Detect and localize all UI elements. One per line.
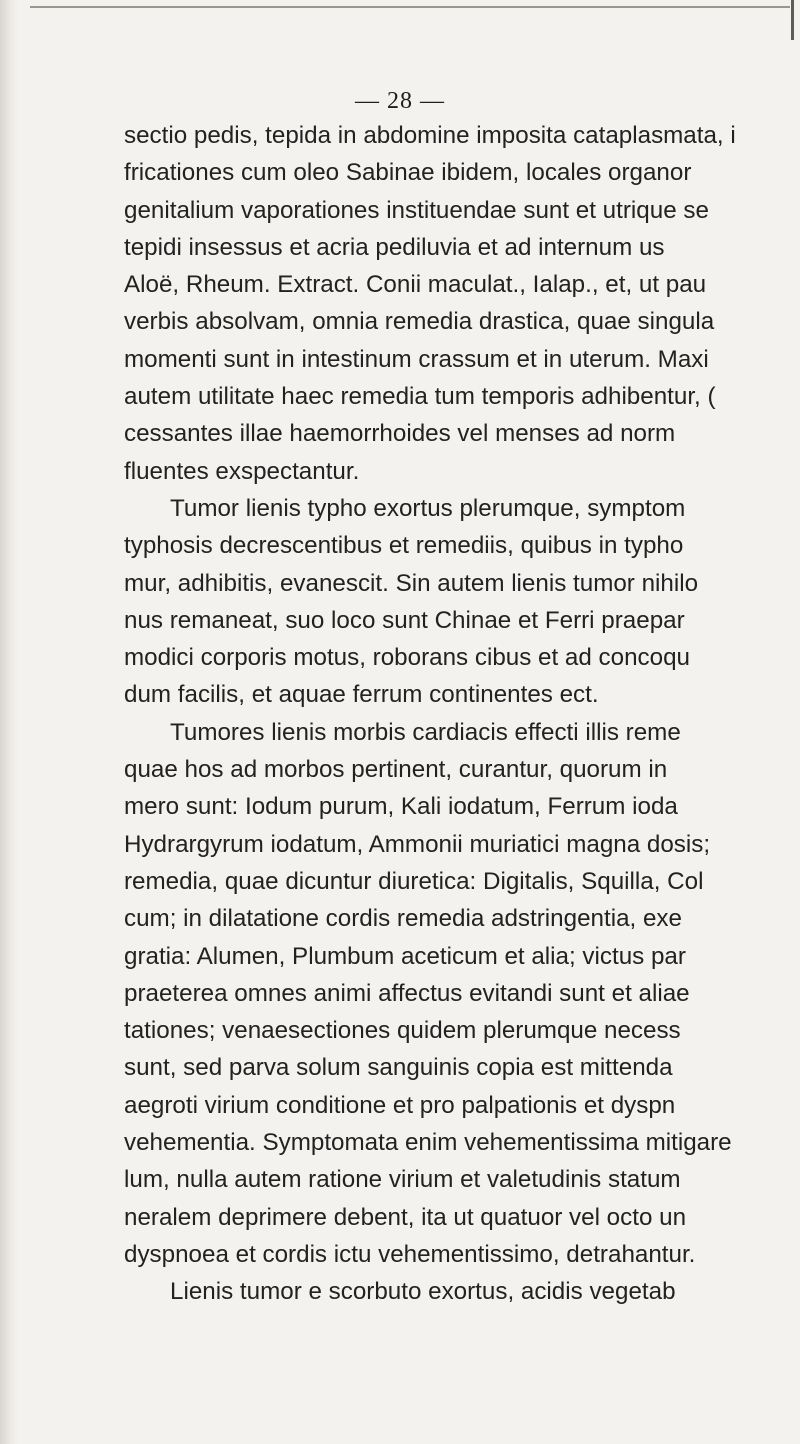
text-line: aegroti virium conditione et pro palpationis et dyspn — [124, 1091, 676, 1119]
page-number: — 28 — — [355, 88, 445, 114]
text-line: praeterea omnes animi affectus evitandi sunt et aliae — [124, 979, 690, 1007]
text-line: momenti sunt in intestinum crassum et in uterum. Maxi — [124, 345, 709, 373]
text-line: cum; in dilatatione cordis remedia adstringentia, exe — [124, 905, 682, 933]
text-line: autem utilitate haec remedia tum temporis adhibentur, ( — [124, 383, 716, 411]
page-top-edge — [30, 6, 790, 8]
text-line: typhosis decrescentibus et remediis, quibus in typho — [124, 532, 684, 560]
text-line: Tumor lienis typho exortus plerumque, symptom — [170, 494, 686, 522]
text-line: neralem deprimere debent, ita ut quatuor vel octo un — [124, 1203, 687, 1231]
text-line: modici corporis motus, roborans cibus et ad concoqu — [124, 644, 690, 672]
text-line: cessantes illae haemorrhoides vel menses ad norm — [124, 420, 676, 448]
text-line: tationes; venaesectiones quidem plerumque necess — [124, 1017, 681, 1045]
text-line: Aloë, Rheum. Extract. Conii maculat., Ialap., et, ut pau — [124, 271, 707, 299]
text-line: Tumores lienis morbis cardiacis effecti illis reme — [170, 718, 681, 746]
text-line: verbis absolvam, omnia remedia drastica, quae singula — [124, 308, 715, 336]
text-line: genitalium vaporationes instituendae sunt et utrique se — [124, 196, 709, 224]
text-line: lum, nulla autem ratione virium et valetudinis statum — [124, 1166, 681, 1194]
text-line: quae hos ad morbos pertinent, curantur, quorum in — [124, 756, 668, 784]
text-line: Hydrargyrum iodatum, Ammonii muriatici magna dosis; — [124, 830, 711, 858]
text-line: fricationes cum oleo Sabinae ibidem, locales organor — [124, 159, 692, 187]
text-line: mur, adhibitis, evanescit. Sin autem lienis tumor nihilo — [124, 569, 699, 597]
text-line: nus remaneat, suo loco sunt Chinae et Ferri praepar — [124, 606, 685, 634]
page-right-edge — [791, 0, 794, 40]
text-line: vehementia. Symptomata enim vehementissima mitigare — [124, 1129, 732, 1157]
binding-shadow — [0, 0, 18, 1444]
text-line: tepidi insessus et acria pediluvia et ad internum us — [124, 233, 665, 261]
text-line: dyspnoea et cordis ictu vehementissimo, detrahantur. — [124, 1240, 696, 1268]
body-text — [124, 117, 800, 1311]
text-line: sectio pedis, tepida in abdomine imposita cataplasmata, i — [124, 122, 736, 149]
text-line: sunt, sed parva solum sanguinis copia est mittenda — [124, 1054, 673, 1082]
text-line: remedia, quae dicuntur diuretica: Digitalis, Squilla, Col — [124, 867, 704, 895]
text-line: dum facilis, et aquae ferrum continentes ect. — [124, 681, 599, 709]
text-line: Lienis tumor e scorbuto exortus, acidis vegetab — [170, 1278, 676, 1306]
text-line: gratia: Alumen, Plumbum aceticum et alia; victus par — [124, 942, 686, 970]
text-line: fluentes exspectantur. — [124, 457, 360, 485]
text-line: mero sunt: Iodum purum, Kali iodatum, Ferrum ioda — [124, 793, 678, 821]
